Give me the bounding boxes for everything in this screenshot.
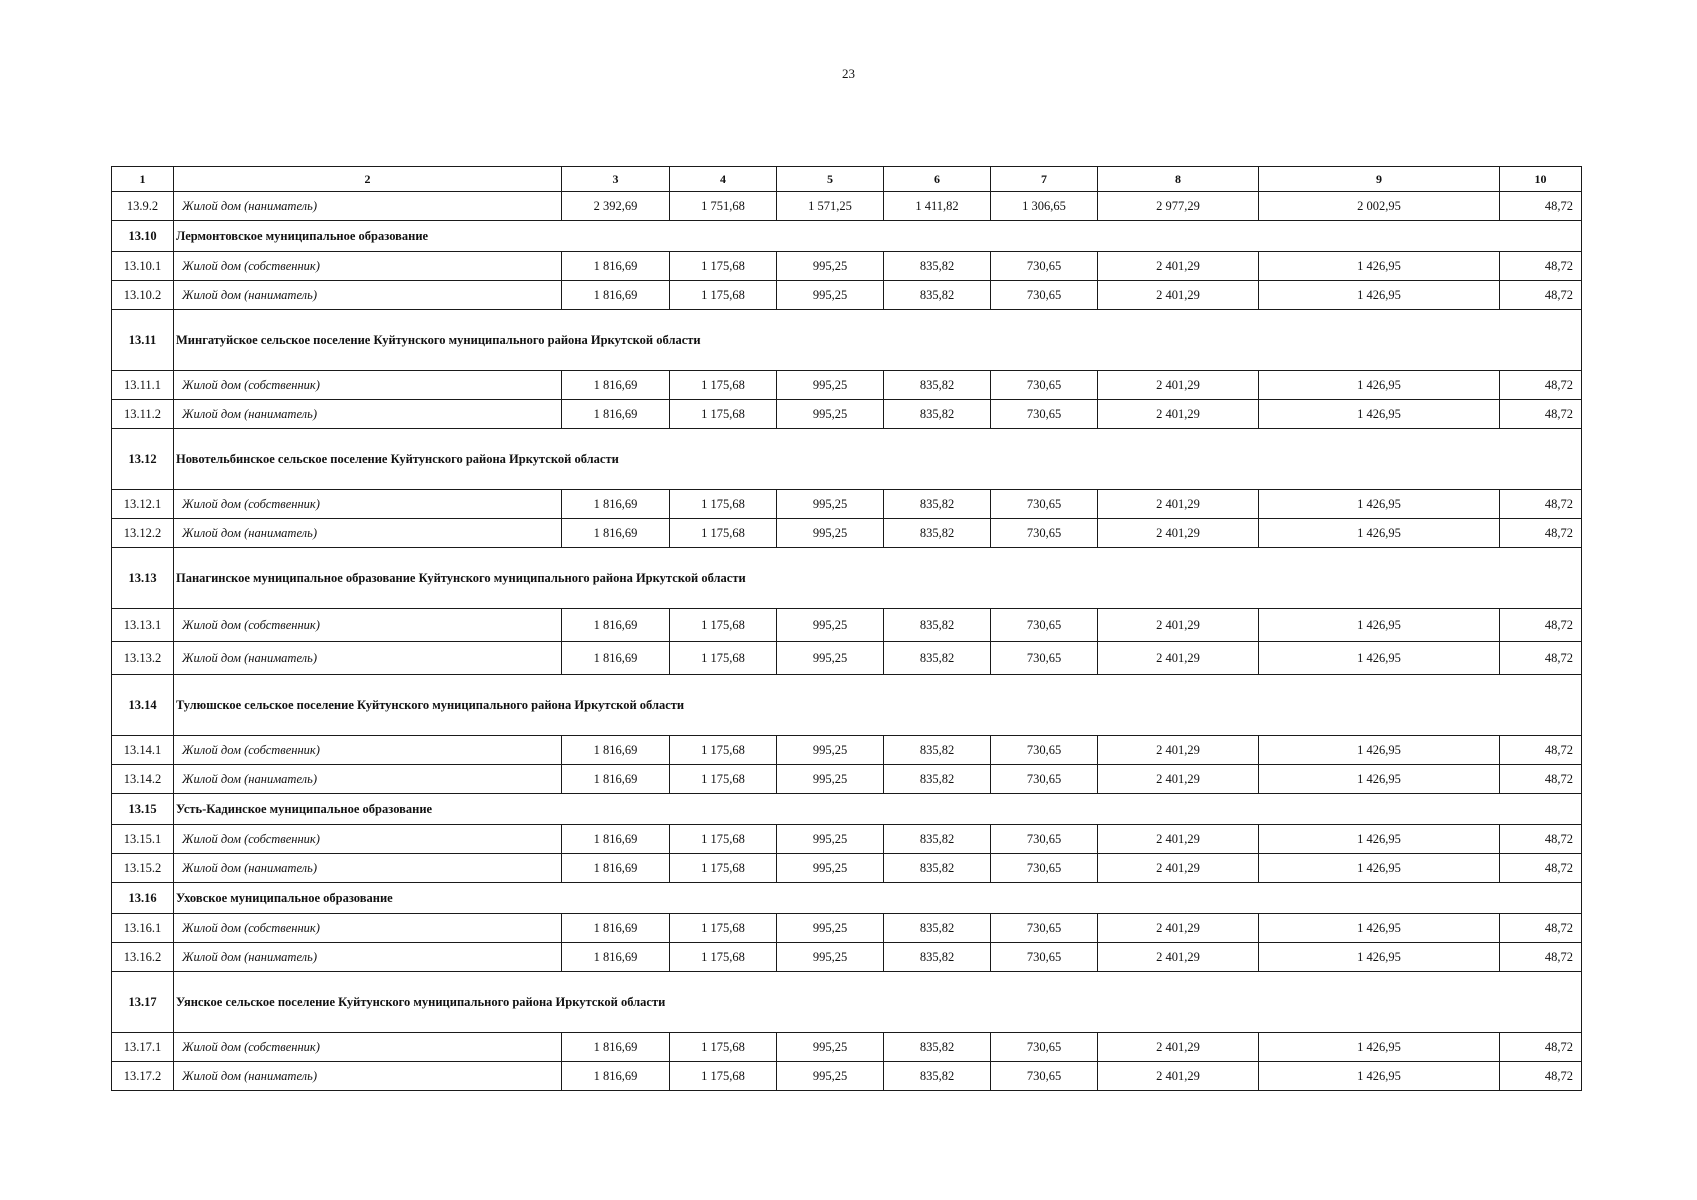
value-cell-col-9: 1 426,95	[1259, 490, 1500, 519]
table-row	[112, 400, 1582, 429]
value-cell-col-8: 2 401,29	[1098, 490, 1259, 519]
table-row	[112, 943, 1582, 972]
value-cell-col-9: 1 426,95	[1259, 371, 1500, 400]
value-cell-col-6: 835,82	[884, 765, 991, 794]
section-code: 13.16	[112, 883, 174, 914]
value-cell-col-10: 48,72	[1500, 1062, 1582, 1091]
value-cell-col-3: 1 816,69	[562, 642, 670, 675]
value-cell-col-6: 835,82	[884, 609, 991, 642]
section-row	[112, 548, 1582, 609]
column-header: 4	[670, 167, 777, 192]
item-name: Жилой дом (собственник)	[174, 825, 562, 854]
value-cell-col-6: 835,82	[884, 642, 991, 675]
value-cell-col-8: 2 977,29	[1098, 192, 1259, 221]
value-cell-col-10: 48,72	[1500, 519, 1582, 548]
section-name: Панагинское муниципальное образование Куйтунского муниципального района Иркутской области	[174, 548, 1582, 609]
table-row	[112, 854, 1582, 883]
item-code: 13.9.2	[112, 192, 174, 221]
value-cell-col-3: 1 816,69	[562, 914, 670, 943]
value-cell-col-6: 835,82	[884, 519, 991, 548]
section-name: Лермонтовское муниципальное образование	[174, 221, 1582, 252]
value-cell-col-10: 48,72	[1500, 914, 1582, 943]
value-cell-col-3: 1 816,69	[562, 252, 670, 281]
value-cell-col-10: 48,72	[1500, 252, 1582, 281]
value-cell-col-4: 1 175,68	[670, 609, 777, 642]
value-cell-col-7: 730,65	[991, 1062, 1098, 1091]
table-row	[112, 642, 1582, 675]
value-cell-col-4: 1 175,68	[670, 914, 777, 943]
item-name: Жилой дом (собственник)	[174, 371, 562, 400]
tariff-table-container	[111, 166, 1581, 1091]
section-row	[112, 883, 1582, 914]
value-cell-col-4: 1 175,68	[670, 281, 777, 310]
value-cell-col-6: 835,82	[884, 281, 991, 310]
value-cell-col-6: 835,82	[884, 371, 991, 400]
value-cell-col-5: 995,25	[777, 1062, 884, 1091]
column-header: 5	[777, 167, 884, 192]
table-row	[112, 281, 1582, 310]
value-cell-col-3: 1 816,69	[562, 825, 670, 854]
value-cell-col-10: 48,72	[1500, 281, 1582, 310]
value-cell-col-5: 995,25	[777, 400, 884, 429]
table-row	[112, 192, 1582, 221]
section-row	[112, 794, 1582, 825]
value-cell-col-10: 48,72	[1500, 400, 1582, 429]
value-cell-col-10: 48,72	[1500, 765, 1582, 794]
value-cell-col-3: 1 816,69	[562, 490, 670, 519]
value-cell-col-7: 730,65	[991, 854, 1098, 883]
column-header: 9	[1259, 167, 1500, 192]
table-row	[112, 825, 1582, 854]
value-cell-col-6: 835,82	[884, 943, 991, 972]
value-cell-col-7: 730,65	[991, 914, 1098, 943]
value-cell-col-8: 2 401,29	[1098, 609, 1259, 642]
value-cell-col-7: 730,65	[991, 281, 1098, 310]
item-name: Жилой дом (наниматель)	[174, 943, 562, 972]
value-cell-col-8: 2 401,29	[1098, 943, 1259, 972]
section-code: 13.14	[112, 675, 174, 736]
value-cell-col-10: 48,72	[1500, 490, 1582, 519]
table-row	[112, 1033, 1582, 1062]
value-cell-col-4: 1 175,68	[670, 252, 777, 281]
value-cell-col-7: 730,65	[991, 519, 1098, 548]
item-name: Жилой дом (наниматель)	[174, 192, 562, 221]
value-cell-col-9: 1 426,95	[1259, 943, 1500, 972]
value-cell-col-9: 1 426,95	[1259, 765, 1500, 794]
item-code: 13.11.2	[112, 400, 174, 429]
column-header: 3	[562, 167, 670, 192]
value-cell-col-3: 1 816,69	[562, 943, 670, 972]
item-name: Жилой дом (наниматель)	[174, 519, 562, 548]
value-cell-col-6: 835,82	[884, 914, 991, 943]
value-cell-col-6: 835,82	[884, 1033, 991, 1062]
value-cell-col-9: 1 426,95	[1259, 252, 1500, 281]
value-cell-col-5: 995,25	[777, 1033, 884, 1062]
value-cell-col-4: 1 175,68	[670, 490, 777, 519]
value-cell-col-7: 730,65	[991, 765, 1098, 794]
value-cell-col-6: 835,82	[884, 490, 991, 519]
value-cell-col-3: 1 816,69	[562, 281, 670, 310]
value-cell-col-9: 1 426,95	[1259, 1033, 1500, 1062]
value-cell-col-7: 730,65	[991, 1033, 1098, 1062]
value-cell-col-5: 995,25	[777, 914, 884, 943]
value-cell-col-4: 1 175,68	[670, 736, 777, 765]
value-cell-col-9: 1 426,95	[1259, 736, 1500, 765]
item-name: Жилой дом (наниматель)	[174, 1062, 562, 1091]
column-header-row	[112, 167, 1582, 192]
value-cell-col-10: 48,72	[1500, 609, 1582, 642]
value-cell-col-5: 995,25	[777, 943, 884, 972]
table-row	[112, 736, 1582, 765]
value-cell-col-7: 730,65	[991, 736, 1098, 765]
value-cell-col-9: 2 002,95	[1259, 192, 1500, 221]
item-code: 13.13.1	[112, 609, 174, 642]
item-code: 13.10.1	[112, 252, 174, 281]
value-cell-col-7: 730,65	[991, 371, 1098, 400]
section-code: 13.13	[112, 548, 174, 609]
item-code: 13.14.2	[112, 765, 174, 794]
value-cell-col-7: 730,65	[991, 252, 1098, 281]
value-cell-col-4: 1 175,68	[670, 519, 777, 548]
value-cell-col-3: 1 816,69	[562, 519, 670, 548]
item-name: Жилой дом (собственник)	[174, 609, 562, 642]
value-cell-col-9: 1 426,95	[1259, 1062, 1500, 1091]
value-cell-col-5: 995,25	[777, 490, 884, 519]
value-cell-col-4: 1 175,68	[670, 371, 777, 400]
table-row	[112, 490, 1582, 519]
section-row	[112, 429, 1582, 490]
value-cell-col-10: 48,72	[1500, 371, 1582, 400]
table-body	[112, 167, 1582, 1091]
table-row	[112, 519, 1582, 548]
value-cell-col-3: 1 816,69	[562, 1062, 670, 1091]
item-name: Жилой дом (собственник)	[174, 736, 562, 765]
item-name: Жилой дом (собственник)	[174, 1033, 562, 1062]
value-cell-col-8: 2 401,29	[1098, 914, 1259, 943]
value-cell-col-3: 1 816,69	[562, 609, 670, 642]
item-name: Жилой дом (собственник)	[174, 490, 562, 519]
value-cell-col-3: 1 816,69	[562, 736, 670, 765]
section-code: 13.11	[112, 310, 174, 371]
value-cell-col-10: 48,72	[1500, 825, 1582, 854]
value-cell-col-6: 835,82	[884, 400, 991, 429]
section-code: 13.17	[112, 972, 174, 1033]
item-code: 13.13.2	[112, 642, 174, 675]
item-code: 13.12.2	[112, 519, 174, 548]
value-cell-col-5: 995,25	[777, 825, 884, 854]
column-header: 2	[174, 167, 562, 192]
value-cell-col-6: 835,82	[884, 1062, 991, 1091]
value-cell-col-10: 48,72	[1500, 943, 1582, 972]
value-cell-col-8: 2 401,29	[1098, 854, 1259, 883]
item-code: 13.15.2	[112, 854, 174, 883]
value-cell-col-4: 1 175,68	[670, 1062, 777, 1091]
value-cell-col-9: 1 426,95	[1259, 400, 1500, 429]
section-name: Уховское муниципальное образование	[174, 883, 1582, 914]
value-cell-col-8: 2 401,29	[1098, 371, 1259, 400]
value-cell-col-3: 2 392,69	[562, 192, 670, 221]
item-name: Жилой дом (собственник)	[174, 252, 562, 281]
value-cell-col-6: 835,82	[884, 854, 991, 883]
value-cell-col-8: 2 401,29	[1098, 1033, 1259, 1062]
value-cell-col-3: 1 816,69	[562, 854, 670, 883]
section-code: 13.10	[112, 221, 174, 252]
value-cell-col-7: 730,65	[991, 400, 1098, 429]
value-cell-col-5: 995,25	[777, 371, 884, 400]
value-cell-col-9: 1 426,95	[1259, 825, 1500, 854]
value-cell-col-4: 1 175,68	[670, 825, 777, 854]
section-name: Уянское сельское поселение Куйтунского муниципального района Иркутской области	[174, 972, 1582, 1033]
column-header: 8	[1098, 167, 1259, 192]
item-name: Жилой дом (собственник)	[174, 914, 562, 943]
value-cell-col-7: 730,65	[991, 943, 1098, 972]
column-header: 6	[884, 167, 991, 192]
item-code: 13.15.1	[112, 825, 174, 854]
value-cell-col-3: 1 816,69	[562, 1033, 670, 1062]
value-cell-col-5: 995,25	[777, 854, 884, 883]
value-cell-col-5: 1 571,25	[777, 192, 884, 221]
item-code: 13.17.2	[112, 1062, 174, 1091]
value-cell-col-6: 835,82	[884, 252, 991, 281]
value-cell-col-4: 1 175,68	[670, 854, 777, 883]
value-cell-col-5: 995,25	[777, 765, 884, 794]
value-cell-col-5: 995,25	[777, 609, 884, 642]
section-row	[112, 221, 1582, 252]
value-cell-col-4: 1 175,68	[670, 1033, 777, 1062]
value-cell-col-8: 2 401,29	[1098, 765, 1259, 794]
item-code: 13.12.1	[112, 490, 174, 519]
item-name: Жилой дом (наниматель)	[174, 642, 562, 675]
section-name: Усть-Кадинское муниципальное образование	[174, 794, 1582, 825]
section-name: Тулюшское сельское поселение Куйтунского муниципального района Иркутской области	[174, 675, 1582, 736]
value-cell-col-6: 835,82	[884, 825, 991, 854]
value-cell-col-10: 48,72	[1500, 642, 1582, 675]
value-cell-col-10: 48,72	[1500, 192, 1582, 221]
item-name: Жилой дом (наниматель)	[174, 765, 562, 794]
value-cell-col-7: 730,65	[991, 490, 1098, 519]
item-code: 13.11.1	[112, 371, 174, 400]
item-name: Жилой дом (наниматель)	[174, 400, 562, 429]
value-cell-col-8: 2 401,29	[1098, 1062, 1259, 1091]
value-cell-col-8: 2 401,29	[1098, 825, 1259, 854]
value-cell-col-4: 1 175,68	[670, 943, 777, 972]
value-cell-col-8: 2 401,29	[1098, 519, 1259, 548]
section-row	[112, 972, 1582, 1033]
value-cell-col-3: 1 816,69	[562, 400, 670, 429]
value-cell-col-7: 730,65	[991, 642, 1098, 675]
value-cell-col-6: 835,82	[884, 736, 991, 765]
section-name: Новотельбинское сельское поселение Куйтунского района Иркутской области	[174, 429, 1582, 490]
item-code: 13.17.1	[112, 1033, 174, 1062]
value-cell-col-3: 1 816,69	[562, 371, 670, 400]
item-code: 13.16.1	[112, 914, 174, 943]
value-cell-col-4: 1 175,68	[670, 765, 777, 794]
value-cell-col-9: 1 426,95	[1259, 609, 1500, 642]
value-cell-col-10: 48,72	[1500, 854, 1582, 883]
section-row	[112, 675, 1582, 736]
column-header: 1	[112, 167, 174, 192]
value-cell-col-6: 1 411,82	[884, 192, 991, 221]
column-header: 10	[1500, 167, 1582, 192]
section-row	[112, 310, 1582, 371]
value-cell-col-7: 730,65	[991, 825, 1098, 854]
value-cell-col-9: 1 426,95	[1259, 281, 1500, 310]
value-cell-col-7: 1 306,65	[991, 192, 1098, 221]
value-cell-col-5: 995,25	[777, 736, 884, 765]
value-cell-col-8: 2 401,29	[1098, 400, 1259, 429]
table-row	[112, 1062, 1582, 1091]
value-cell-col-9: 1 426,95	[1259, 642, 1500, 675]
section-code: 13.15	[112, 794, 174, 825]
item-code: 13.16.2	[112, 943, 174, 972]
value-cell-col-5: 995,25	[777, 519, 884, 548]
value-cell-col-4: 1 751,68	[670, 192, 777, 221]
section-code: 13.12	[112, 429, 174, 490]
section-name: Мингатуйское сельское поселение Куйтунского муниципального района Иркутской области	[174, 310, 1582, 371]
value-cell-col-9: 1 426,95	[1259, 914, 1500, 943]
table-row	[112, 371, 1582, 400]
item-name: Жилой дом (наниматель)	[174, 281, 562, 310]
value-cell-col-7: 730,65	[991, 609, 1098, 642]
value-cell-col-9: 1 426,95	[1259, 854, 1500, 883]
value-cell-col-4: 1 175,68	[670, 400, 777, 429]
value-cell-col-8: 2 401,29	[1098, 252, 1259, 281]
value-cell-col-5: 995,25	[777, 642, 884, 675]
column-header: 7	[991, 167, 1098, 192]
item-code: 13.14.1	[112, 736, 174, 765]
value-cell-col-10: 48,72	[1500, 1033, 1582, 1062]
value-cell-col-8: 2 401,29	[1098, 281, 1259, 310]
value-cell-col-4: 1 175,68	[670, 642, 777, 675]
value-cell-col-3: 1 816,69	[562, 765, 670, 794]
value-cell-col-8: 2 401,29	[1098, 642, 1259, 675]
table-row	[112, 914, 1582, 943]
tariff-table	[111, 166, 1582, 1091]
item-name: Жилой дом (наниматель)	[174, 854, 562, 883]
value-cell-col-9: 1 426,95	[1259, 519, 1500, 548]
table-row	[112, 609, 1582, 642]
value-cell-col-8: 2 401,29	[1098, 736, 1259, 765]
page-number: 23	[842, 66, 855, 81]
value-cell-col-5: 995,25	[777, 252, 884, 281]
table-row	[112, 765, 1582, 794]
value-cell-col-5: 995,25	[777, 281, 884, 310]
table-row	[112, 252, 1582, 281]
value-cell-col-10: 48,72	[1500, 736, 1582, 765]
item-code: 13.10.2	[112, 281, 174, 310]
